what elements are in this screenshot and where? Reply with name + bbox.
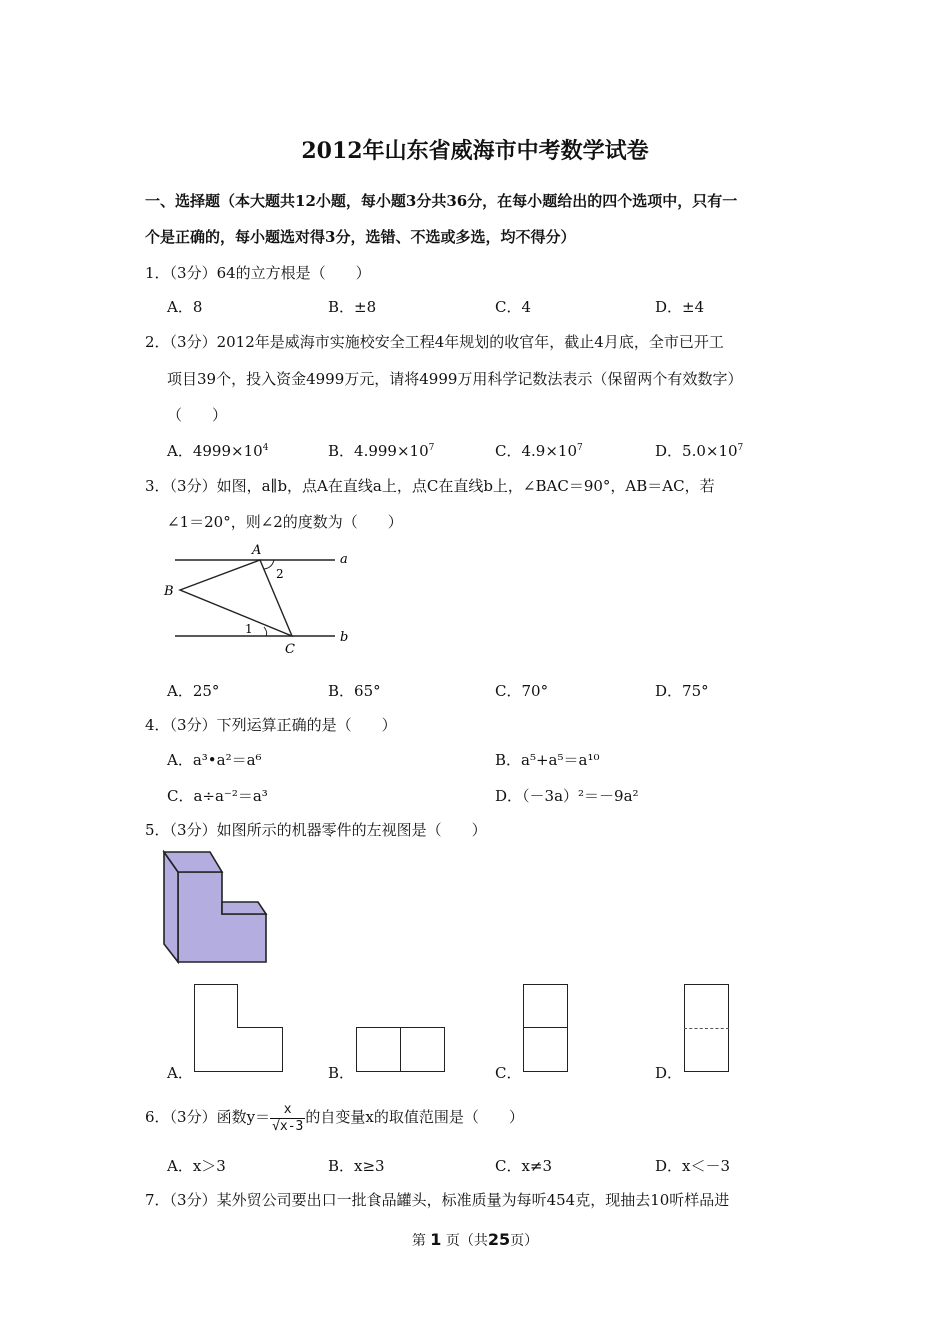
q6-numerator: x	[270, 1102, 305, 1119]
q1-option-c: C．4	[495, 298, 532, 316]
q7-line1: 7．（3分）某外贸公司要出口一批食品罐头，标准质量为每听454克，现抽去10听样品进	[145, 1191, 730, 1209]
current-page-number: 1	[430, 1230, 442, 1249]
q3-figure	[160, 538, 360, 660]
q5-stem: 5．（3分）如图所示的机器零件的左视图是（ ）	[145, 821, 487, 839]
q2-option-c: C．$4.9\times 10^7$	[495, 442, 583, 460]
q5-option-d-hidden-line	[684, 1028, 729, 1029]
q2-option-a: A．$4999\times 10^4$	[167, 442, 269, 460]
q5-option-c-label: C．	[495, 1064, 522, 1082]
q6-option-d: D．x＜－3	[655, 1157, 731, 1175]
angle-1-arc	[264, 627, 267, 636]
label-point-b: B	[164, 584, 174, 599]
q5-option-b-label: B．	[328, 1064, 355, 1082]
q6-option-b: B．x≥3	[328, 1157, 385, 1175]
q5-option-b-divider	[400, 1027, 401, 1072]
part-step-face	[222, 902, 266, 914]
q6-stem-prefix: 6．（3分）函数y＝	[145, 1108, 271, 1126]
q6-stem-suffix: 的自变量x的取值范围是（ ）	[305, 1108, 524, 1126]
label-line-b: b	[340, 630, 349, 645]
q2-line2: 项目39个，投入资金4999万元，请将4999万用科学记数法表示（保留两个有效数字）	[167, 370, 743, 388]
q6-denominator: x-3	[279, 1118, 304, 1134]
q6-stem	[145, 1098, 524, 1136]
q2-option-d: D．$5.0\times 10^7$	[655, 442, 744, 460]
page-footer: 第 1 页（共25页）	[411, 1230, 539, 1249]
q1-option-b: B．±8	[328, 298, 377, 316]
label-angle-1: 1	[245, 622, 253, 636]
q1-option-a: A．8	[167, 298, 203, 316]
q5-option-a-label: A．	[167, 1064, 193, 1082]
q3-line1: 3．（3分）如图，a∥b，点A在直线a上，点C在直线b上，∠BAC＝90°，AB＝AC，若	[145, 477, 715, 495]
section-heading-line1: 一、选择题（本大题共12小题，每小题3分共36分，在每小题给出的四个选项中，只有一	[145, 192, 738, 210]
label-line-a: a	[340, 552, 348, 567]
q2-option-b: B．$4.999\times 10^7$	[328, 442, 435, 460]
q6-fraction	[270, 1102, 305, 1135]
q2-line1: 2．（3分）2012年是威海市实施校安全工程4年规划的收官年，截止4月底，全市已开工	[145, 333, 724, 351]
q6-option-c: C．x≠3	[495, 1157, 553, 1175]
q4-option-c: C．a÷a⁻²＝a³	[167, 787, 268, 805]
q5-option-a-inner-vertical	[237, 984, 238, 1028]
q3-option-a: A．25°	[167, 682, 220, 700]
q5-option-c-shape	[523, 984, 568, 1072]
q3-line2: ∠1＝20°，则∠2的度数为（ ）	[167, 513, 403, 531]
q5-option-c-divider	[523, 1027, 568, 1028]
sqrt-icon: √	[272, 1118, 280, 1134]
angle-2-arc	[264, 560, 274, 569]
q1-stem: 1．（3分）64的立方根是（ ）	[145, 264, 371, 282]
q4-option-b: B．a⁵+a⁵＝a¹⁰	[495, 751, 600, 769]
label-point-a: A	[252, 543, 262, 558]
q1-option-d: D．±4	[655, 298, 705, 316]
part-front-face	[178, 872, 266, 962]
q5-option-d-label: D．	[655, 1064, 683, 1082]
q4-option-d: D．（－3a）²＝－9a²	[495, 787, 639, 805]
q3-option-c: C．70°	[495, 682, 549, 700]
label-point-c: C	[285, 642, 295, 657]
q4-stem: 4．（3分）下列运算正确的是（ ）	[145, 716, 397, 734]
q4-option-a: A．a³•a²＝a⁶	[167, 751, 262, 769]
q5-option-a-shape-lower	[194, 1027, 283, 1072]
q3-option-d: D．75°	[655, 682, 709, 700]
q3-option-b: B．65°	[328, 682, 381, 700]
q6-option-a: A．x＞3	[167, 1157, 226, 1175]
label-angle-2: 2	[276, 567, 284, 581]
total-page-count: 25	[487, 1230, 511, 1249]
q5-option-a-inner-horizontal	[237, 1027, 283, 1028]
q2-line3: （ ）	[167, 406, 228, 424]
q5-machine-part-figure	[160, 848, 272, 968]
page-title: 2012年山东省威海市中考数学试卷	[301, 138, 649, 164]
section-heading-line2: 个是正确的，每小题选对得3分，选错、不选或多选，均不得分）	[145, 228, 576, 246]
